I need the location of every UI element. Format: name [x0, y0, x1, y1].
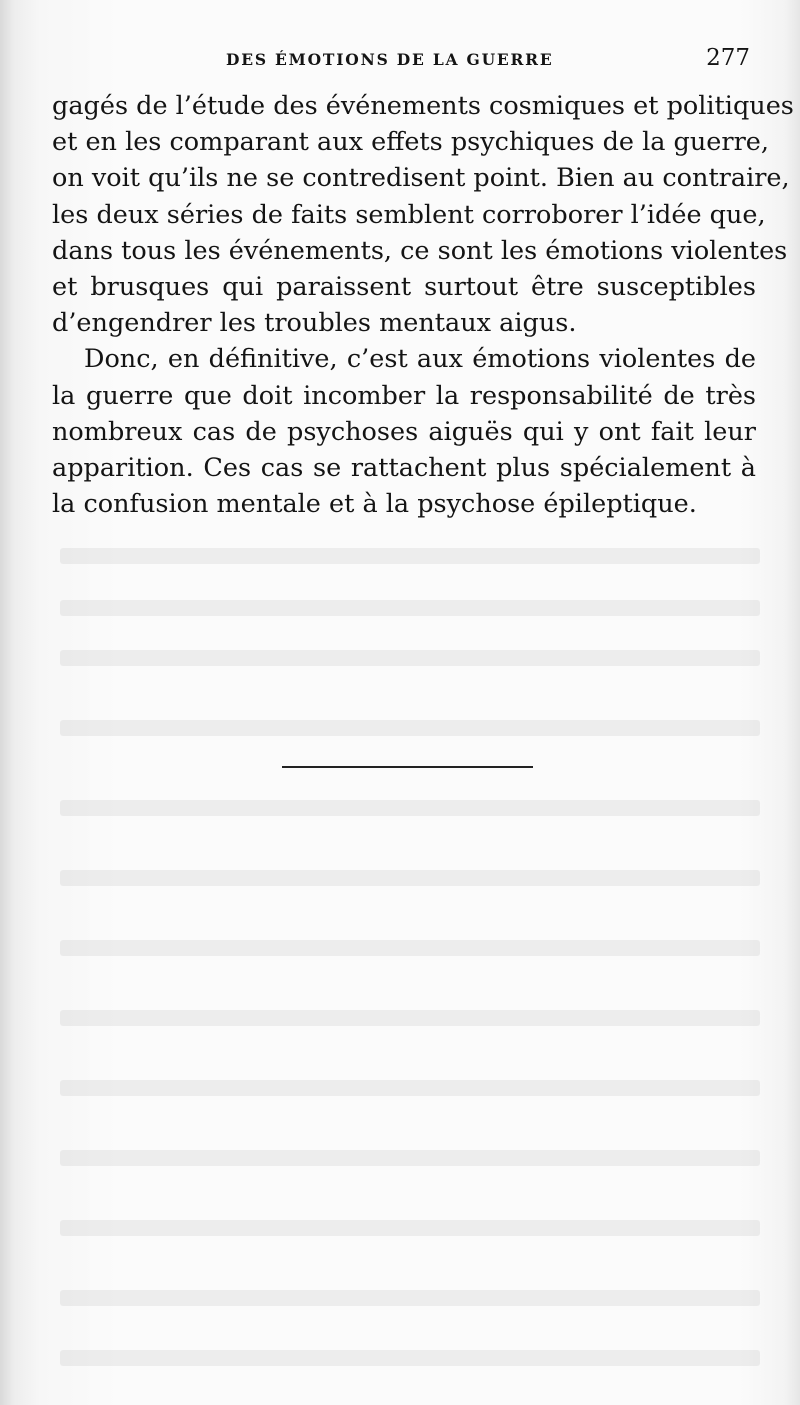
section-end-rule	[282, 766, 533, 768]
text-line: dans tous les événements, ce sont les émotions violentes	[52, 235, 788, 266]
text-line: d’engendrer les troubles mentaux aigus.	[52, 308, 577, 339]
text-line: la guerre que doit incomber la responsabilité de très	[52, 380, 756, 411]
bleed-through-shadow	[60, 800, 760, 816]
bleed-through-shadow	[60, 1290, 760, 1306]
text-line: les deux séries de faits semblent corroborer l’idée que,	[52, 199, 766, 230]
bleed-through-shadow	[60, 548, 760, 564]
text-line: et en les comparant aux effets psychiques de la guerre,	[52, 127, 769, 158]
body-text	[52, 88, 794, 522]
text-line: apparition. Ces cas se rattachent plus spécialement à	[52, 452, 756, 483]
paragraph	[52, 88, 794, 341]
bleed-through-shadow	[60, 1350, 760, 1366]
bleed-through-shadow	[60, 650, 760, 666]
bleed-through-shadow	[60, 600, 760, 616]
bleed-through-shadow	[60, 940, 760, 956]
text-line: la confusion mentale et à la psychose épileptique.	[52, 489, 697, 520]
bleed-through-shadow	[60, 720, 760, 736]
text-line: on voit qu’ils ne se contredisent point. Bien au contraire,	[52, 163, 790, 194]
bleed-through-shadow	[60, 1010, 760, 1026]
text-line: gagés de l’étude des événements cosmiques et politiques	[52, 91, 794, 121]
bleed-through-shadow	[60, 870, 760, 886]
running-head	[0, 45, 800, 75]
bleed-through-shadow	[60, 1080, 760, 1096]
bleed-through-shadow	[60, 1220, 760, 1236]
text-line: et brusques qui paraissent surtout être susceptibles	[52, 271, 756, 302]
page-number: 277	[706, 45, 750, 71]
text-line: nombreux cas de psychoses aiguës qui y ont fait leur	[52, 416, 756, 447]
text-line: Donc, en définitive, c’est aux émotions violentes de	[84, 344, 756, 375]
paragraph	[52, 341, 756, 522]
running-head-title: DES ÉMOTIONS DE LA GUERRE	[226, 50, 554, 69]
bleed-through-shadow	[60, 1150, 760, 1166]
